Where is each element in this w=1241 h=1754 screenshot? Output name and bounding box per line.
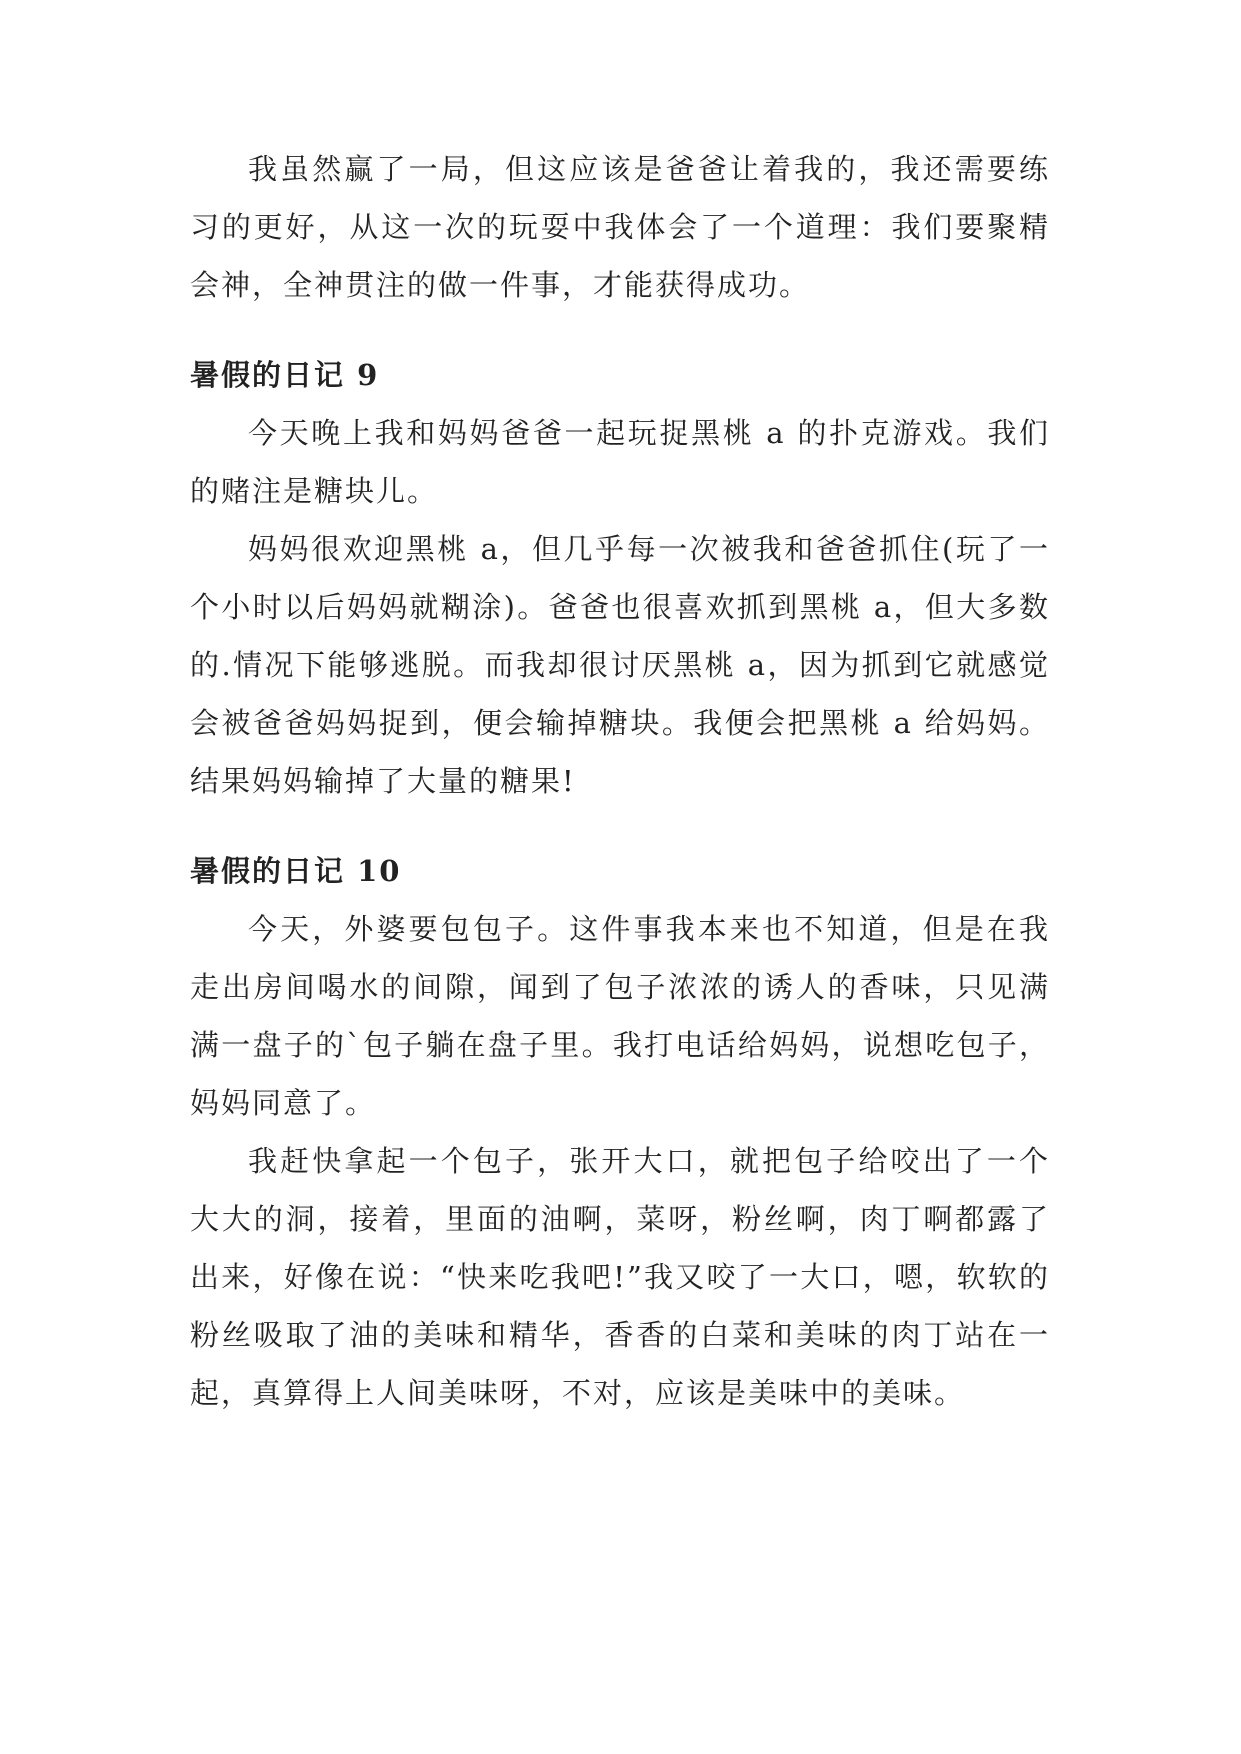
section-diary-9 (190, 346, 1050, 810)
section-previous-entry (190, 140, 1050, 314)
section-diary-10 (190, 842, 1050, 1422)
section-title: 暑假的日记 9 (190, 358, 380, 392)
section-title: 暑假的日记 10 (190, 854, 402, 888)
paragraph: 妈妈很欢迎黑桃 a，但几乎每一次被我和爸爸抓住(玩了一个小时以后妈妈就糊涂)。爸爸也很喜欢抓到黑桃 a，但大多数的.情况下能够逃脱。而我却很讨厌黑桃 a，因为抓到它就感觉会被爸爸妈妈捉到，便会输掉糖块。我便会把黑桃 a 给妈妈。结果妈妈输掉了大量的糖果! (190, 532, 1050, 798)
paragraph: 我虽然赢了一局，但这应该是爸爸让着我的，我还需要练习的更好，从这一次的玩耍中我体会了一个道理：我们要聚精会神，全神贯注的做一件事，才能获得成功。 (190, 152, 1050, 302)
paragraph: 今天，外婆要包包子。这件事我本来也不知道，但是在我走出房间喝水的间隙，闻到了包子浓浓的诱人的香味，只见满满一盘子的`包子躺在盘子里。我打电话给妈妈，说想吃包子，妈妈同意了。 (190, 912, 1050, 1120)
paragraph: 我赶快拿起一个包子，张开大口，就把包子给咬出了一个大大的洞，接着，里面的油啊，菜呀，粉丝啊，肉丁啊都露了出来，好像在说：“快来吃我吧!”我又咬了一大口，嗯，软软的粉丝吸取了油的美味和精华，香香的白菜和美味的肉丁站在一起，真算得上人间美味呀，不对，应该是美味中的美味。 (190, 1144, 1050, 1410)
paragraph: 今天晚上我和妈妈爸爸一起玩捉黑桃 a 的扑克游戏。我们的赌注是糖块儿。 (190, 416, 1050, 508)
